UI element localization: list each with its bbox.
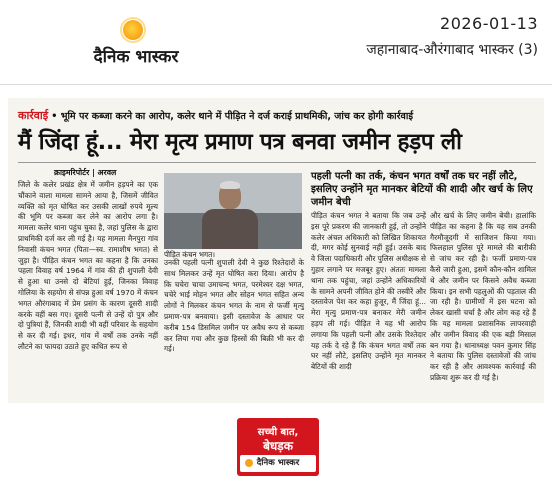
photo-caption: पीड़ित कंचन भगत।: [164, 249, 302, 261]
edition-date: 2026-01-13: [440, 14, 538, 33]
article-column-2: उनकी पहली पत्नी शुपाली देवी ने कुछ रिश्तेदारों के साथ मिलकर उन्हें मृत घोषित करा दिया। आरोप है कि चचेरा चाचा उमाचन्द भगत, परमेश्वर दक्ष भगत, चचेरे भाई मोहन भगत और सोहन भगत सहित अन्य लोगों ने मिलकर कंचन भगत के नाम से फर्जी मृत्यु प्रमाण-पत्र बनवाया। इसी दस्तावेज के आधार पर करीब 154 डिसमिल जमीन पर अवैध रूप से कब्जा कर लिया गया और कुछ हिस्सों की बिक्री भी कर दी गई।: [164, 258, 304, 354]
kicker-text: • भूमि पर कब्जा करने का आरोप, कलेर थाने में पीड़ित ने दर्ज कराई प्राथमिकी, जांच कर होगी कार्रवाई: [51, 111, 414, 122]
header-divider: [0, 84, 552, 85]
brand-footer: [240, 455, 316, 472]
article-headline: मैं जिंदा हूं... मेरा मृत्य प्रमाण पत्र बनवा जमीन हड़प ली: [18, 129, 462, 155]
kicker-label: कार्रवाई: [18, 109, 49, 122]
brand-logo-text: दैनिक भास्कर: [256, 458, 300, 468]
page-header: [0, 0, 552, 84]
victim-photo: [164, 173, 302, 249]
byline: क्राइमरिपोर्टर | अरवल: [54, 168, 117, 177]
edition-name: जहानाबाद-औरंगाबाद भास्कर (3): [366, 42, 538, 58]
news-clipping: [8, 98, 544, 403]
tagline-line-1: सच्ची बात,: [257, 427, 299, 438]
brand-tagline-box: [237, 418, 319, 476]
newspaper-logo: [66, 14, 206, 72]
sun-logo-icon: [123, 20, 143, 40]
headline-rule: [18, 162, 536, 163]
person-figure: [202, 209, 258, 249]
article-column-4: और खर्च के लिए जमीन बेची। हालांकि पीड़ित का कहना है कि यह सब उनकी गैरमौजूदगी में साजिशन किया गया। फिलहाल पुलिस पूरे मामले की बारीकी से जांच कर रही है। फर्जी प्रमाण-पत्र कैसे जारी हुआ, इसमें कौन-कौन शामिल थे और जमीन पर किसने अवैध कब्जा किया। इन सभी पहलुओं की पड़ताल की जा रही है। ग्रामीणों में इस घटना को लेकर खासी चर्चा है और लोग कह रहे हैं कि यह मामला प्रशासनिक लापरवाही और जमीन विवाद की एक बड़ी मिसाल बन गया है। थानाध्यक्ष पवन कुमार सिंह ने बताया कि पुलिस दस्तावेजों की जांच कर रही है और आवश्यक कार्रवाई की प्रक्रिया शुरू कर दी गई है।: [430, 211, 536, 382]
article-column-3: पीड़ित कंचन भगत ने बताया कि जब उन्हें इस पूरे प्रकरण की जानकारी हुई, तो उन्होंने कलेर अंचल अधिकारी को लिखित शिकायत दी, मगर कोई सुनवाई नहीं हुई। उसके बाद वे जिला पदाधिकारी और पुलिस अधीक्षक से गुहार लगाने पर मजबूर हुए। अंततः मामला थाना तक पहुंचा, जहां उन्होंने अधिकारियों के सामने अपनी जीवित होने की तस्वीरें और दस्तावेज पेश कर कहा हुजूर, मैं जिंदा हूं... मेरा मृत्यु प्रमाण-पत्र बनाकर मेरी जमीन हड़प ली गई। पीड़ित ने यह भी आरोप लगाया कि पहली पत्नी और उसके रिश्तेदार यह तर्क दे रहे हैं कि कंचन भगत वर्षों तक घर नहीं लौटे, इसलिए उन्होंने मृत मानकर बेटियों की शादी: [311, 211, 426, 372]
subheadline: पहली पत्नी का तर्क, कंचन भगत वर्षों तक घर नहीं लौटे, इसलिए उन्होंने मृत मानकर बेटियों की शादी और खर्च के लिए जमीन बेची: [311, 171, 533, 208]
tagline-line-2: बेधड़क: [263, 439, 293, 453]
kicker-row: [18, 108, 538, 123]
logo-text: दैनिक भास्कर: [93, 47, 179, 67]
article-column-1: जिले के कलेर प्रखंड क्षेत्र में जमीन हड़पने का एक चौंकाने वाला मामला सामने आया है, जिसमें जीवित व्यक्ति को मृत घोषित कर उसकी लाखों रुपये मूल्य की भूमि पर कब्जा कर लेने का आरोप लगा है। मामला कलेर थाना पहुंच चुका है, जहां पुलिस के द्वारा प्राथमिकी दर्ज कर ली गई है। यह मामला मैनपुरा गांव निवासी कंचन भगत (पिता—स्व. रामाशीष भगत) से जुड़ा है। पीड़ित कंचन भगत का कहना है कि उनका पहला विवाह वर्ष 1964 में गांव की ही शुपाली देवी से हुआ था उनसे दो बेटियां हुईं, जिनका विवाह गोलिया के सहयोग से संपन्न हुआ वर्ष 1970 में कंचन भगत औरंगाबाद में प्रेम प्रसंग के कारण दूसरी शादी करके वहीं बस गए। दूसरी पत्नी से उन्हें दो पुत्र और दो पुत्रियां हैं, जिनकी शादी भी वहीं परिवार के सहयोग से कर दी गई। इधर, गांव में वर्षों तक उनके नहीं लौटने का फायदा उठाते हुए कथित रूप से: [18, 180, 158, 351]
